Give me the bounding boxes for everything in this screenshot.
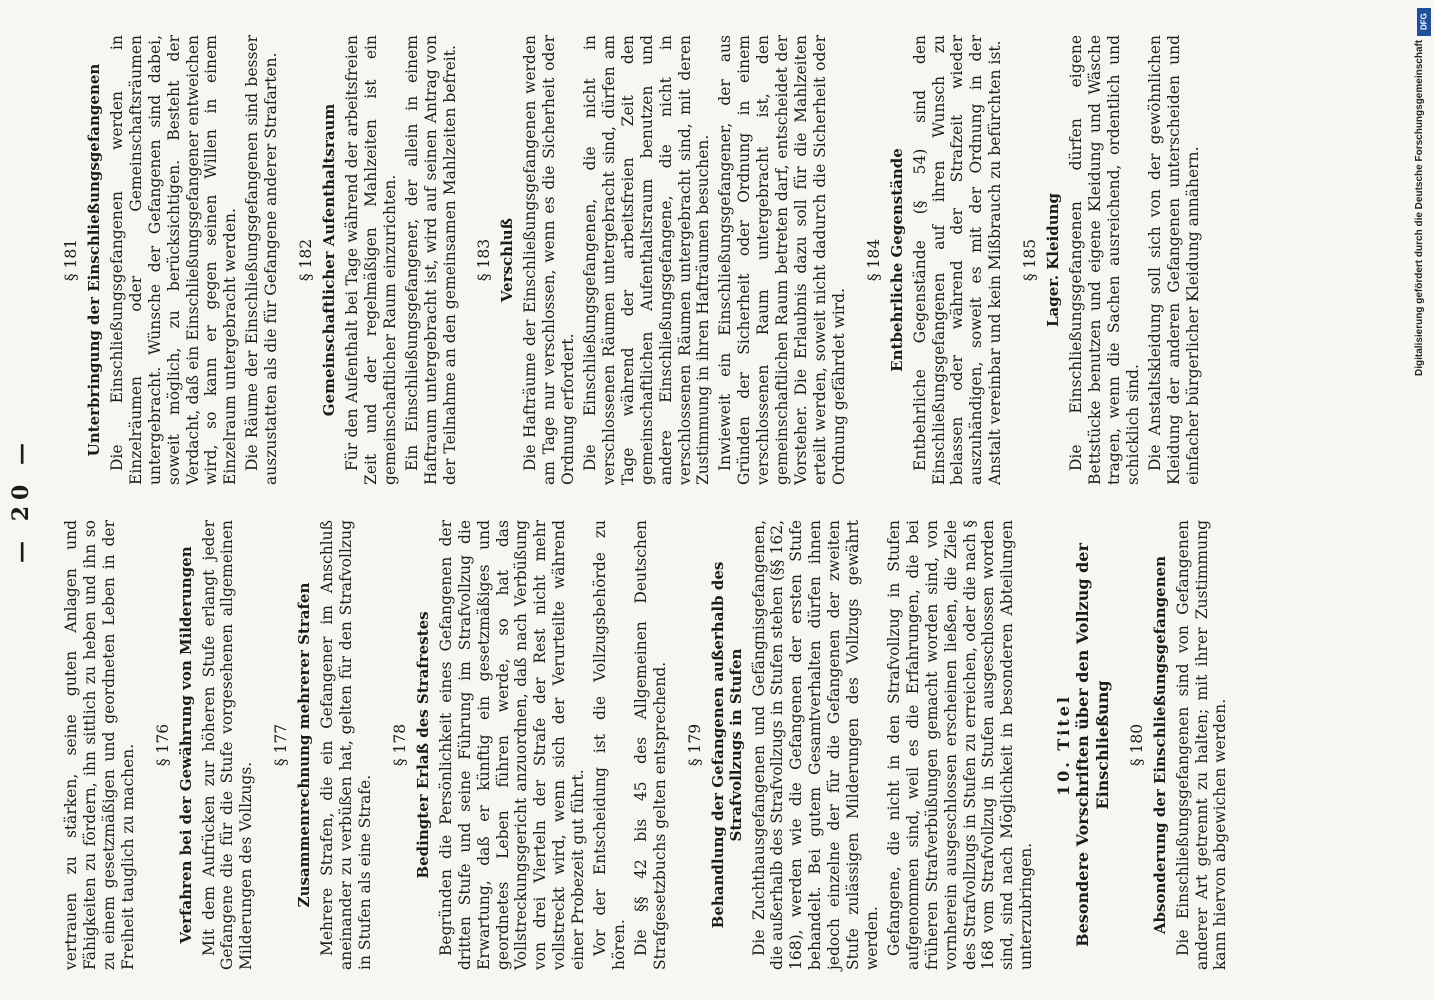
left-column (62, 520, 1233, 970)
page-number: — 20 — (8, 437, 34, 563)
digitization-strip (1412, 0, 1434, 1000)
section-185-number: § 185 (1021, 238, 1040, 282)
section-182-number: § 182 (297, 238, 316, 282)
section-179-paragraph-2: Gefangene, die nicht in den Strafvollzug in Stufen aufgenommen sind, weil es die Erfahrungen, die bei früheren Strafverbüßungen gemacht worden sind, von vornherein ausgeschlossen erscheinen ließen, die Ziele des Strafvollzugs in Stufen zu erreichen, oder die nach § 168 vom Strafvollzug in Stufen ausgeschlossen worden sind, sind nach Möglichkeit in besonderen Abteilungen unterzubringen. (884, 520, 1036, 970)
section-183-paragraph-1: Die Hafträume der Einschließungsgefangenen werden am Tage nur verschlossen, wenn es die Sicherheit oder Ordnung erfordert. (521, 35, 578, 485)
title-10-number: 10. Titel (1054, 693, 1074, 797)
section-176-heading: Verfahren bei der Gewährung von Milderungen (176, 546, 195, 944)
title-10-block (1054, 520, 1112, 970)
section-178-paragraph-2: Vor der Entscheidung ist die Vollzugsbehörde zu hören. (591, 520, 628, 970)
section-184-heading: Entbehrliche Gegenstände (887, 148, 906, 372)
section-178-heading: Bedingter Erlaß des Strafrestes (413, 611, 432, 879)
section-176-text: Mit dem Aufrücken zur höheren Stufe erlangt jeder Gefangene die für die Stufe vorgesehenen allgemeinen Milderungen des Vollzugs. (199, 520, 256, 970)
section-181-paragraph-2: Die Räume der Einschließungsgefangenen sind besser auszustatten als die für Gefangene anderer Strafarten. (243, 35, 281, 485)
section-177-heading: Zusammenrechnung mehrerer Strafen (295, 582, 314, 908)
section-176-number: § 176 (153, 723, 172, 767)
section-179-paragraph-1: Die Zuchthausgefangenen und Gefängnisgefangenen, die außerhalb des Strafvollzugs in Stufen stehen (§§ 162, 168), werden wie die Gefangenen der ersten Stufe behandelt. Bei gutem Gesamtverhalten dürfen ihnen jedoch einzelne der für die Gefangenen der zweiten Stufe zulässigen Milderungen des Vollzugs gewährt werden. (749, 520, 881, 970)
section-178-paragraph-3: Die §§ 42 bis 45 des Allgemeinen Deutschen Strafgesetzbuchs gelten entsprechend. (631, 520, 669, 970)
section-185-paragraph-1: Die Einschließungsgefangenen dürfen eigene Bettstücke benutzen und eigene Kleidung und Wäsche tragen, wenn die Sachen ausreichend, ordentlich und schicklich sind. (1067, 35, 1142, 485)
section-185-heading: Lager. Kleidung (1044, 192, 1063, 328)
section-180-heading: Absonderung der Einschließungsgefangenen (1150, 555, 1169, 935)
section-181-paragraph-1: Die Einschließungsgefangenen werden in Einzelräumen oder Gemeinschaftsräumen untergebracht. Wünsche der Gefangenen sind dabei, soweit möglich, zu berücksichtigen. Besteht der Verdacht, daß ein Einschließungsgefangener entweichen wird, so kann er gegen seinen Willen in einem Einzelraum untergebracht werden. (107, 35, 240, 485)
section-184-number: § 184 (864, 238, 883, 282)
section-178-paragraph-1: Begründen die Persönlichkeit eines Gefangenen der dritten Stufe und seine Führung im Strafvollzug die Erwartung, daß er künftig ein gesetzmäßiges und geordnetes Leben führen werde, so hat das Vollstreckungsgericht anzuordnen, daß nach Verbüßung von drei Vierteln der Strafe der Rest nicht mehr vollstreckt wird, wenn sich der Verurteilte während einer Probezeit gut führt. (436, 520, 588, 970)
section-178-number: § 178 (390, 723, 409, 767)
section-182-paragraph-2: Ein Einschließungsgefangener, der allein in einem Haftraum untergebracht ist, wird auf seinen Antrag von der Teilnahme an den gemeinsamen Mahlzeiten befreit. (402, 35, 459, 485)
section-183-number: § 183 (475, 238, 494, 282)
section-183-paragraph-2: Die Einschließungsgefangenen, die nicht in verschlossenen Räumen untergebracht sind, dürfen am Tage während der arbeitsfreien Zeit den gemeinschaftlichen Aufenthaltsraum benutzen und andere Einschließungsgefangene, die nicht in verschlossenen Räumen untergebracht sind, mit deren Zustimmung in ihren Hafträumen besuchen. (581, 35, 713, 485)
section-181-number: § 181 (62, 238, 80, 282)
section-182-paragraph-1: Für den Aufenthalt bei Tage während der arbeitsfreien Zeit und der regelmäßigen Mahlzeiten ist ein gemeinschaftlicher Raum einzurichten. (342, 35, 399, 485)
section-183-paragraph-3: Inwieweit ein Einschließungsgefangener, der aus Gründen der Sicherheit oder Ordnung in einem verschlossenen Raum untergebracht ist, den gemeinschaftlichen Raum betreten darf, entscheidet der Vorsteher. Die Erlaubnis dazu soll für die Mahlzeiten erteilt werden, soweit nicht dadurch die Sicherheit oder Ordnung gefährdet wird. (716, 35, 848, 485)
section-180-text: Die Einschließungsgefangenen sind von Gefangenen anderer Art getrennt zu halten; mit ihrer Zustimmung kann hiervon abgewichen werden. (1173, 520, 1230, 970)
section-184-text: Entbehrliche Gegenstände (§ 54) sind den Einschließungsgefangenen auf ihren Wunsch zu belassen oder während der Strafzeit wieder auszuhändigen, soweit es mit der Ordnung in der Anstalt vereinbar und kein Mißbrauch zu befürchten ist. (910, 35, 1005, 485)
title-10-heading: Besondere Vorschriften über den Vollzug der Einschließung (1073, 543, 1112, 947)
section-177-text: Mehrere Strafen, die ein Gefangener im Anschluß aneinander zu verbüßen hat, gelten für den Strafvollzug in Stufen als eine Strafe. (318, 520, 374, 970)
section-177-number: § 177 (272, 723, 291, 767)
section-179-heading: Behandlung der Gefangenen außerhalb des Strafvollzugs in Stufen (708, 561, 745, 929)
intro-paragraph: vertrauen zu stärken, seine guten Anlagen und Fähigkeiten zu fördern, ihn sittlich zu heben und ihn so zu einem gesetzmäßigen und geordneten Leben in der Freiheit tauglich zu machen. (62, 520, 137, 970)
dfg-logo: DFG (1417, 8, 1431, 36)
section-180-number: § 180 (1127, 723, 1146, 767)
section-183-heading: Verschluß (498, 217, 517, 303)
section-182-heading: Gemeinschaftlicher Aufenthaltsraum (319, 103, 338, 417)
right-column (62, 35, 1205, 485)
section-181-heading: Unterbringung der Einschließungsgefangenen (84, 63, 103, 457)
section-179-number: § 179 (685, 723, 704, 767)
section-185-paragraph-2: Die Anstaltskleidung soll sich von der gewöhnlichen Kleidung der anderen Gefangenen unterscheiden und einfacher bürgerlicher Kleidung annähern. (1145, 35, 1202, 485)
digitization-credit: Digitalisierung gefördert durch die Deutsche Forschungsgemeinschaft (1414, 40, 1425, 377)
